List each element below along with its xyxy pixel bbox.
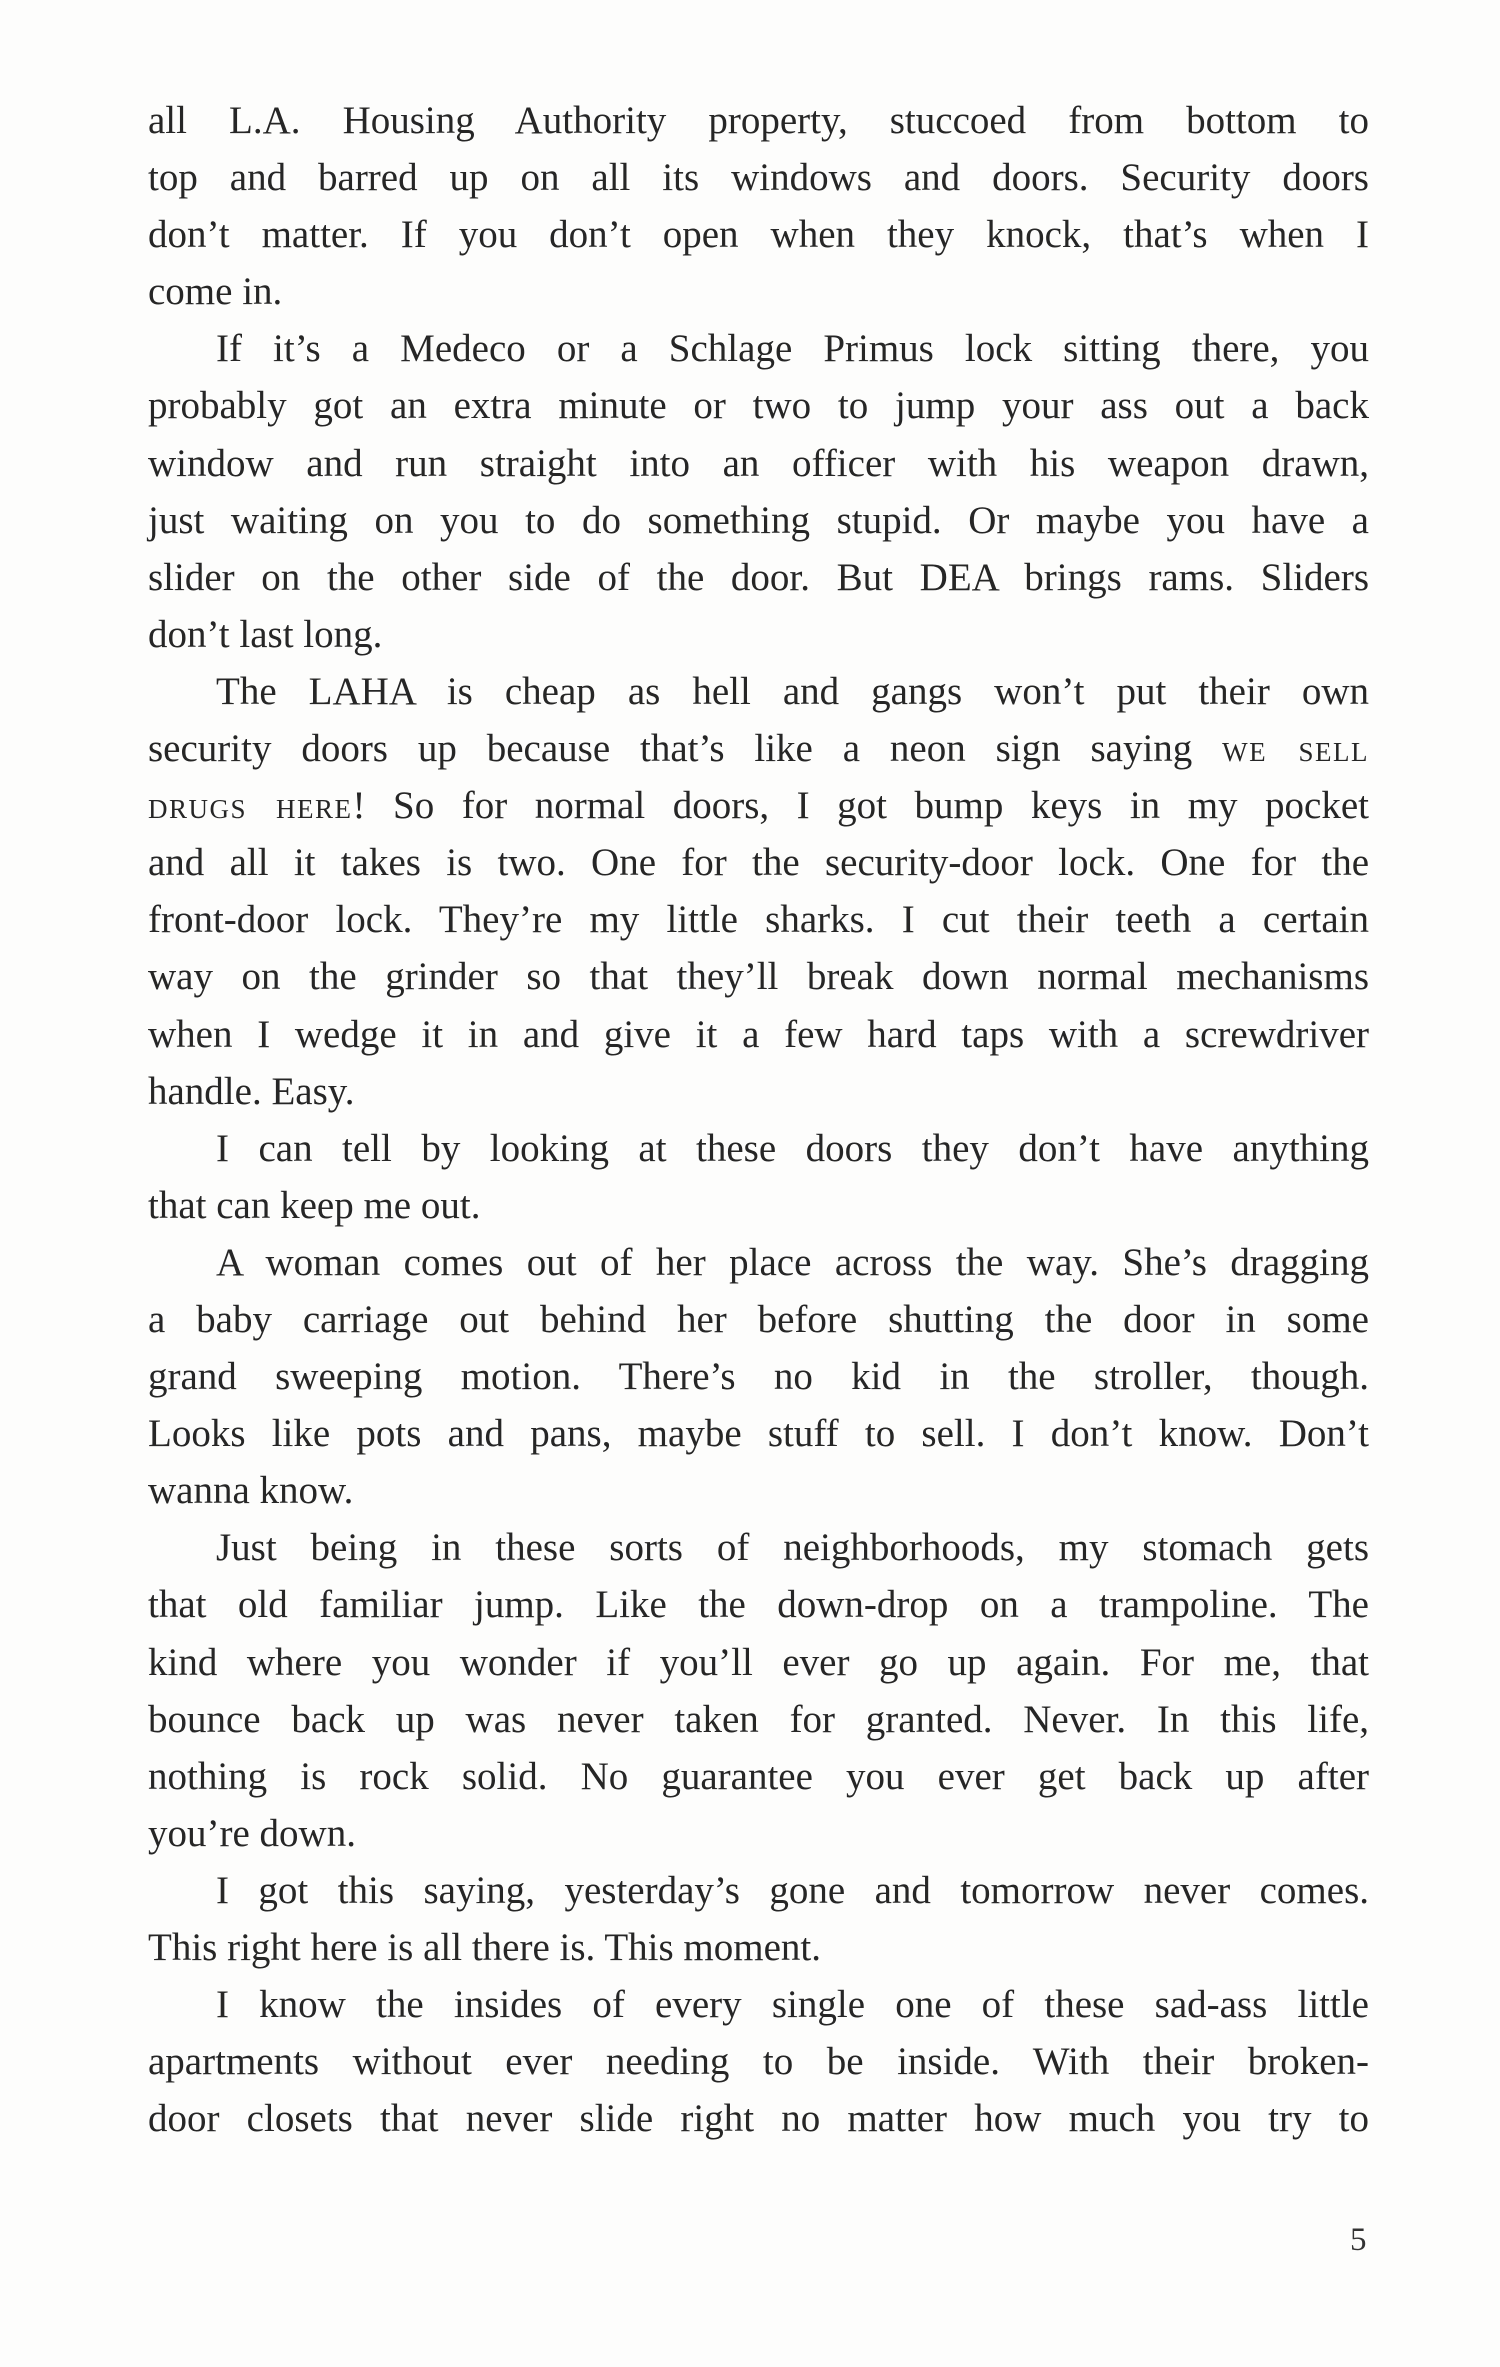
- text-line: all L.A. Housing Authority property, stuccoed from bottom to: [148, 99, 1369, 142]
- text-line: nothing is rock solid. No guarantee you ever get back up after: [148, 1754, 1369, 1798]
- text-line: kind where you wonder if you’ll ever go up again. For me, that: [148, 1640, 1369, 1684]
- text-line: a baby carriage out behind her before shutting the door in some: [148, 1297, 1369, 1341]
- paragraph: [148, 1976, 1369, 2147]
- text-line: door closets that never slide right no matter how much you try to: [148, 2097, 1369, 2141]
- text-line: I know the insides of every single one of these sad-ass little: [216, 1983, 1369, 2027]
- text-line: way on the grinder so that they’ll break down normal mechanisms: [148, 955, 1369, 999]
- text-line: A woman comes out of her place across the way. She’s dragging: [216, 1240, 1369, 1284]
- text-line: I can tell by looking at these doors they don’t have anything: [216, 1126, 1369, 1170]
- text-segment: ! So for normal doors, I got bump keys in my pocket: [352, 784, 1369, 828]
- text-line: don’t last long.: [148, 612, 383, 656]
- text-line: grand sweeping motion. There’s no kid in the stroller, though.: [148, 1355, 1369, 1399]
- text-line: front-door lock. They’re my little sharks. I cut their teeth a certain: [148, 898, 1369, 942]
- text-line: slider on the other side of the door. But DEA brings rams. Sliders: [148, 555, 1369, 599]
- text-line: I got this saying, yesterday’s gone and tomorrow never comes.: [216, 1868, 1369, 1912]
- body-text: [148, 92, 1369, 2147]
- text-line: Looks like pots and pans, maybe stuff to sell. I don’t know. Don’t: [148, 1412, 1369, 1456]
- text-line: probably got an extra minute or two to jump your ass out a back: [148, 384, 1369, 428]
- paragraph: [148, 663, 1369, 1120]
- text-line: wanna know.: [148, 1469, 354, 1513]
- text-segment: security doors up because that’s like a neon sign saying: [148, 727, 1223, 771]
- text-line: handle. Easy.: [148, 1069, 355, 1113]
- paragraph: [148, 1862, 1369, 1976]
- paragraph: [148, 1234, 1369, 1519]
- text-line: If it’s a Medeco or a Schlage Primus lock sitting there, you: [216, 327, 1369, 371]
- text-line: you’re down.: [148, 1811, 356, 1855]
- paragraph: [148, 92, 1369, 320]
- paragraph: [148, 1519, 1369, 1862]
- text-line: This right here is all there is. This moment.: [148, 1926, 821, 1969]
- text-line: that old familiar jump. Like the down-drop on a trampoline. The: [148, 1583, 1369, 1627]
- text-line: window and run straight into an officer with his weapon drawn,: [148, 441, 1369, 485]
- paragraph: [148, 1120, 1369, 1234]
- text-line: Just being in these sorts of neighborhoods, my stomach gets: [216, 1526, 1369, 1570]
- text-line: apartments without ever needing to be inside. With their broken-: [148, 2040, 1369, 2084]
- small-caps-text: drugs here: [148, 784, 353, 828]
- text-line: bounce back up was never taken for granted. Never. In this life,: [148, 1697, 1369, 1741]
- small-caps-text: we sell: [1222, 727, 1369, 771]
- text-line: that can keep me out.: [148, 1183, 481, 1227]
- text-line: don’t matter. If you don’t open when they knock, that’s when I: [148, 213, 1369, 257]
- page-number: 5: [1350, 2222, 1367, 2258]
- paragraph: [148, 320, 1369, 663]
- text-line: when I wedge it in and give it a few hard taps with a screwdriver: [148, 1012, 1369, 1056]
- text-line: just waiting on you to do something stupid. Or maybe you have a: [148, 498, 1369, 542]
- text-line: top and barred up on all its windows and doors. Security doors: [148, 156, 1369, 200]
- text-line: [148, 777, 1369, 834]
- text-line: [148, 720, 1369, 777]
- text-line: and all it takes is two. One for the security-door lock. One for the: [148, 841, 1369, 885]
- text-line: come in.: [148, 270, 283, 314]
- text-line: The LAHA is cheap as hell and gangs won’t put their own: [216, 669, 1369, 713]
